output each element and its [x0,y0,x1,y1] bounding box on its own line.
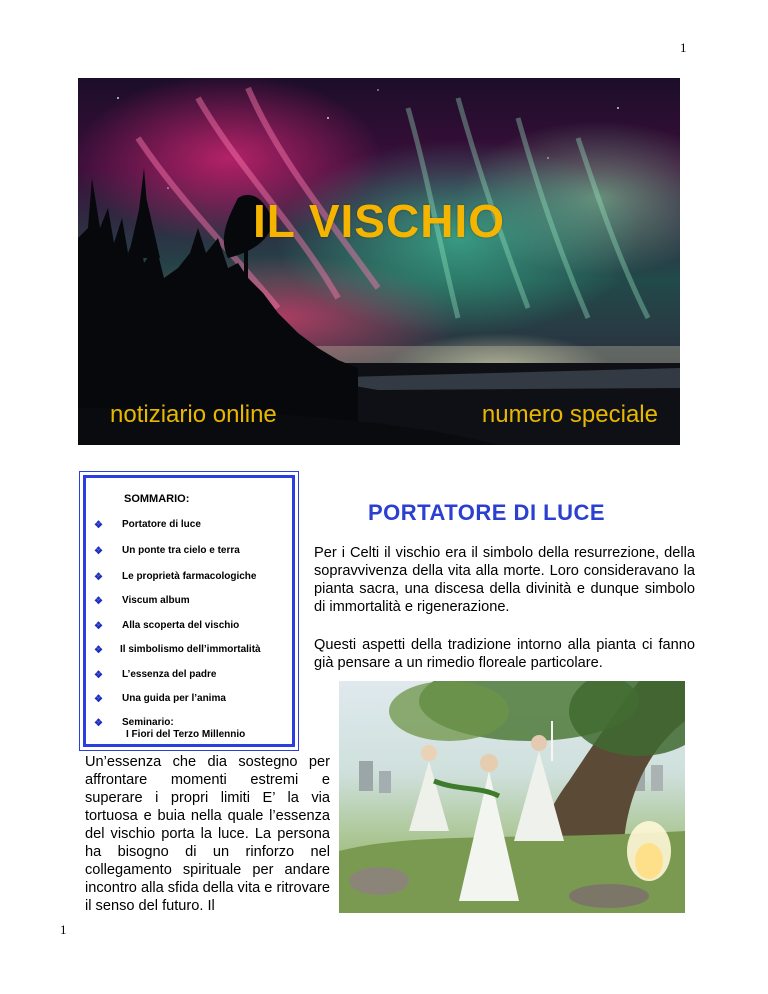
diamond-bullet-icon: ❖ [94,670,103,681]
druids-oak-painting [339,681,685,913]
druids-mistletoe-illustration [339,681,685,913]
toc-title: SOMMARIO: [124,493,190,505]
diamond-bullet-icon: ❖ [94,694,103,705]
article-paragraph: Per i Celti il vischio era il simbolo della resurrezione, della sopravvivenza della vita alla morte. Loro consideravano la pianta sacra, una discesa della divinità e dunque simbolo di immortalità e rigenerazione. [314,545,695,615]
toc-item-label: Una guida per l’anima [122,693,226,704]
diamond-bullet-icon: ❖ [94,621,103,632]
toc-item-label: Le proprietà farmacologiche [122,571,257,582]
table-of-contents [83,475,295,747]
toc-item-label: L’essenza del padre [122,669,217,680]
diamond-bullet-icon: ❖ [94,596,103,607]
toc-item-sublabel: I Fiori del Terzo Millennio [126,729,246,740]
toc-item-label: Portatore di luce [122,519,201,530]
toc-item-label: Viscum album [122,595,190,606]
article-paragraph: Questi aspetti della tradizione intorno alla pianta ci fanno già pensare a un rimedio floreale particolare. [314,637,695,671]
diamond-bullet-icon: ❖ [94,546,103,557]
toc-item-label: Un ponte tra cielo e terra [122,545,240,556]
diamond-bullet-icon: ❖ [94,645,103,656]
article-heading: PORTATORE DI LUCE [368,500,606,525]
banner-caption-left: notiziario online [110,401,277,428]
newsletter-title: IL VISCHIO [253,195,505,247]
article-paragraph-left: Un’essenza che dia sostegno per affrontare momenti estremi e superare i propri limiti E’ la via tortuosa e buia nella quale l’essenza del vischio porta la luce. La persona ha bisogno di un rinforzo nel collegamento spirituale per andare incontro alla sfida della vita e ritrovare il senso del futuro. Il [85,754,330,914]
page-number-bottom: 1 [60,922,67,937]
toc-item-label: Il simbolismo dell’immortalità [120,644,261,655]
header-banner [78,78,680,445]
banner-caption-right: numero speciale [481,401,658,428]
toc-item-label: Seminario: [122,717,174,728]
toc-item-label: Alla scoperta del vischio [122,620,240,631]
diamond-bullet-icon: ❖ [94,520,103,531]
page-number-top: 1 [680,40,687,55]
diamond-bullet-icon: ❖ [94,718,103,729]
diamond-bullet-icon: ❖ [94,572,103,583]
aurora-night-landscape [78,78,680,445]
